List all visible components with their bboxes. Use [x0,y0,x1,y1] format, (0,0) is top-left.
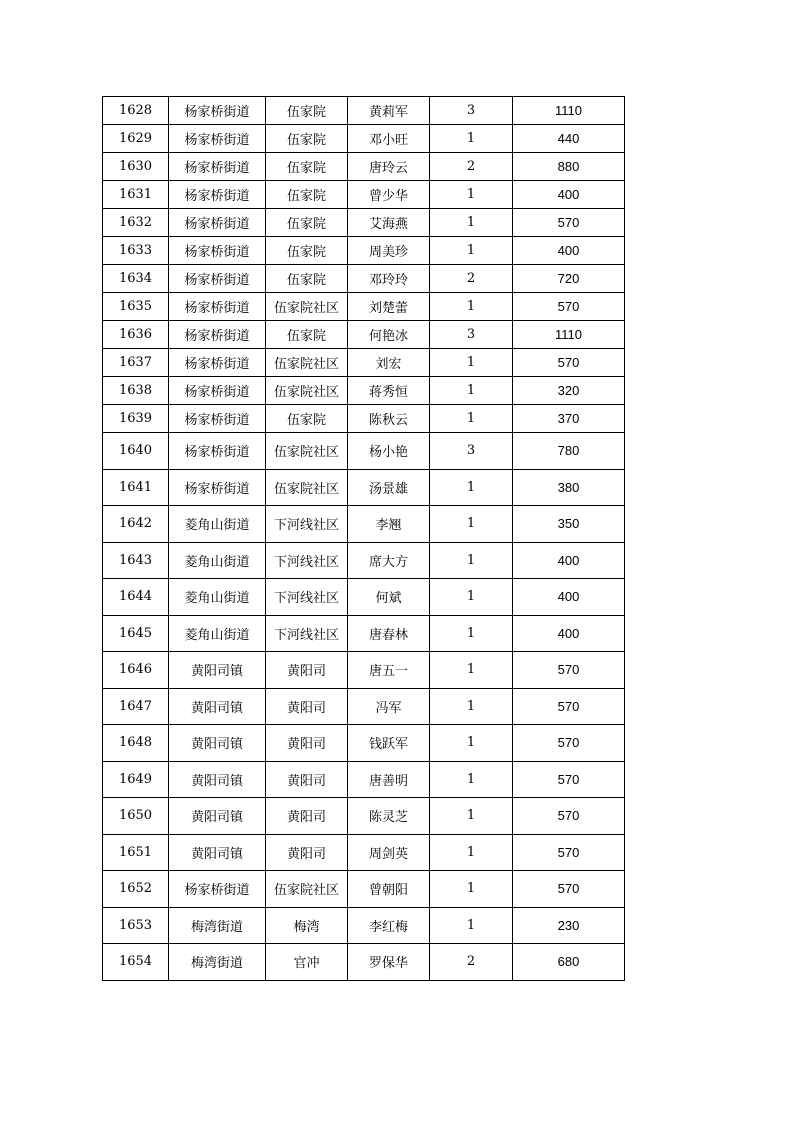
count-cell: 1 [430,542,513,579]
row-number-cell: 1631 [103,181,169,209]
count-cell: 1 [430,506,513,543]
community-cell: 伍家院 [266,181,348,209]
row-number-cell: 1641 [103,469,169,506]
street-cell: 黄阳司镇 [169,725,266,762]
count-cell: 3 [430,97,513,125]
table-row [103,153,625,181]
table-row [103,907,625,944]
person-name-cell: 曾少华 [348,181,430,209]
amount-cell: 400 [513,181,625,209]
count-cell: 1 [430,652,513,689]
table-row [103,871,625,908]
table-row [103,97,625,125]
row-number-cell: 1639 [103,405,169,433]
street-cell: 菱角山街道 [169,579,266,616]
count-cell: 2 [430,265,513,293]
person-name-cell: 席大方 [348,542,430,579]
amount-cell: 570 [513,349,625,377]
person-name-cell: 陈灵芝 [348,798,430,835]
row-number-cell: 1640 [103,433,169,470]
table-row [103,506,625,543]
amount-cell: 680 [513,944,625,981]
person-name-cell: 刘楚蕾 [348,293,430,321]
community-cell: 伍家院 [266,153,348,181]
row-number-cell: 1644 [103,579,169,616]
community-cell: 伍家院 [266,321,348,349]
community-cell: 下河线社区 [266,579,348,616]
table-row [103,349,625,377]
table-row [103,944,625,981]
amount-cell: 1110 [513,97,625,125]
count-cell: 1 [430,181,513,209]
table-row [103,265,625,293]
count-cell: 1 [430,377,513,405]
community-cell: 伍家院社区 [266,377,348,405]
table-row [103,725,625,762]
street-cell: 黄阳司镇 [169,798,266,835]
table-row [103,688,625,725]
row-number-cell: 1634 [103,265,169,293]
amount-cell: 370 [513,405,625,433]
row-number-cell: 1630 [103,153,169,181]
community-cell: 黄阳司 [266,834,348,871]
street-cell: 杨家桥街道 [169,377,266,405]
row-number-cell: 1645 [103,615,169,652]
row-number-cell: 1648 [103,725,169,762]
row-number-cell: 1652 [103,871,169,908]
community-cell: 黄阳司 [266,725,348,762]
row-number-cell: 1651 [103,834,169,871]
data-table [102,96,625,981]
table-row [103,433,625,470]
street-cell: 黄阳司镇 [169,834,266,871]
count-cell: 1 [430,871,513,908]
row-number-cell: 1635 [103,293,169,321]
amount-cell: 570 [513,871,625,908]
table-row [103,321,625,349]
amount-cell: 320 [513,377,625,405]
row-number-cell: 1642 [103,506,169,543]
count-cell: 3 [430,433,513,470]
count-cell: 1 [430,579,513,616]
street-cell: 杨家桥街道 [169,433,266,470]
person-name-cell: 唐玲云 [348,153,430,181]
person-name-cell: 刘宏 [348,349,430,377]
person-name-cell: 周剑英 [348,834,430,871]
count-cell: 1 [430,209,513,237]
street-cell: 杨家桥街道 [169,125,266,153]
street-cell: 杨家桥街道 [169,349,266,377]
street-cell: 梅湾街道 [169,944,266,981]
amount-cell: 570 [513,209,625,237]
person-name-cell: 唐善明 [348,761,430,798]
count-cell: 1 [430,688,513,725]
row-number-cell: 1643 [103,542,169,579]
table-row [103,469,625,506]
street-cell: 杨家桥街道 [169,321,266,349]
count-cell: 1 [430,798,513,835]
street-cell: 黄阳司镇 [169,761,266,798]
count-cell: 2 [430,944,513,981]
street-cell: 菱角山街道 [169,506,266,543]
person-name-cell: 何斌 [348,579,430,616]
street-cell: 黄阳司镇 [169,652,266,689]
amount-cell: 570 [513,761,625,798]
count-cell: 3 [430,321,513,349]
community-cell: 官冲 [266,944,348,981]
street-cell: 梅湾街道 [169,907,266,944]
amount-cell: 570 [513,798,625,835]
count-cell: 1 [430,349,513,377]
community-cell: 伍家院 [266,237,348,265]
table-body [103,97,625,981]
amount-cell: 400 [513,579,625,616]
community-cell: 伍家院 [266,209,348,237]
amount-cell: 570 [513,688,625,725]
street-cell: 菱角山街道 [169,615,266,652]
community-cell: 伍家院社区 [266,293,348,321]
count-cell: 1 [430,834,513,871]
person-name-cell: 周美珍 [348,237,430,265]
person-name-cell: 李翘 [348,506,430,543]
row-number-cell: 1632 [103,209,169,237]
amount-cell: 230 [513,907,625,944]
row-number-cell: 1636 [103,321,169,349]
amount-cell: 570 [513,725,625,762]
row-number-cell: 1646 [103,652,169,689]
street-cell: 杨家桥街道 [169,237,266,265]
street-cell: 杨家桥街道 [169,265,266,293]
table-row [103,652,625,689]
count-cell: 1 [430,907,513,944]
street-cell: 菱角山街道 [169,542,266,579]
count-cell: 1 [430,469,513,506]
row-number-cell: 1650 [103,798,169,835]
street-cell: 杨家桥街道 [169,405,266,433]
table-row [103,405,625,433]
count-cell: 1 [430,761,513,798]
street-cell: 黄阳司镇 [169,688,266,725]
community-cell: 伍家院 [266,97,348,125]
count-cell: 2 [430,153,513,181]
person-name-cell: 邓小旺 [348,125,430,153]
community-cell: 黄阳司 [266,688,348,725]
person-name-cell: 曾朝阳 [348,871,430,908]
street-cell: 杨家桥街道 [169,293,266,321]
table-row [103,181,625,209]
community-cell: 伍家院 [266,125,348,153]
table-row [103,798,625,835]
community-cell: 伍家院社区 [266,349,348,377]
community-cell: 伍家院社区 [266,469,348,506]
count-cell: 1 [430,405,513,433]
street-cell: 杨家桥街道 [169,871,266,908]
amount-cell: 350 [513,506,625,543]
community-cell: 伍家院社区 [266,871,348,908]
street-cell: 杨家桥街道 [169,209,266,237]
street-cell: 杨家桥街道 [169,181,266,209]
amount-cell: 780 [513,433,625,470]
person-name-cell: 蒋秀恒 [348,377,430,405]
person-name-cell: 何艳冰 [348,321,430,349]
count-cell: 1 [430,615,513,652]
count-cell: 1 [430,293,513,321]
row-number-cell: 1638 [103,377,169,405]
person-name-cell: 罗保华 [348,944,430,981]
street-cell: 杨家桥街道 [169,469,266,506]
community-cell: 下河线社区 [266,542,348,579]
community-cell: 下河线社区 [266,615,348,652]
amount-cell: 400 [513,542,625,579]
table-row [103,209,625,237]
table-row [103,615,625,652]
person-name-cell: 唐春林 [348,615,430,652]
person-name-cell: 黄莉军 [348,97,430,125]
person-name-cell: 钱跃军 [348,725,430,762]
amount-cell: 570 [513,293,625,321]
person-name-cell: 李红梅 [348,907,430,944]
street-cell: 杨家桥街道 [169,153,266,181]
community-cell: 伍家院社区 [266,433,348,470]
amount-cell: 880 [513,153,625,181]
table-row [103,377,625,405]
community-cell: 下河线社区 [266,506,348,543]
table-row [103,293,625,321]
amount-cell: 400 [513,237,625,265]
row-number-cell: 1629 [103,125,169,153]
row-number-cell: 1649 [103,761,169,798]
row-number-cell: 1633 [103,237,169,265]
row-number-cell: 1628 [103,97,169,125]
count-cell: 1 [430,125,513,153]
community-cell: 伍家院 [266,405,348,433]
community-cell: 黄阳司 [266,761,348,798]
table-row [103,761,625,798]
community-cell: 黄阳司 [266,652,348,689]
amount-cell: 570 [513,834,625,871]
community-cell: 黄阳司 [266,798,348,835]
person-name-cell: 陈秋云 [348,405,430,433]
person-name-cell: 冯军 [348,688,430,725]
amount-cell: 570 [513,652,625,689]
person-name-cell: 杨小艳 [348,433,430,470]
table-row [103,542,625,579]
row-number-cell: 1647 [103,688,169,725]
row-number-cell: 1653 [103,907,169,944]
person-name-cell: 邓玲玲 [348,265,430,293]
amount-cell: 440 [513,125,625,153]
table-row [103,834,625,871]
table-row [103,237,625,265]
community-cell: 伍家院 [266,265,348,293]
community-cell: 梅湾 [266,907,348,944]
amount-cell: 1110 [513,321,625,349]
person-name-cell: 唐五一 [348,652,430,689]
person-name-cell: 艾海燕 [348,209,430,237]
amount-cell: 400 [513,615,625,652]
row-number-cell: 1637 [103,349,169,377]
person-name-cell: 汤景雄 [348,469,430,506]
amount-cell: 380 [513,469,625,506]
table-row [103,125,625,153]
street-cell: 杨家桥街道 [169,97,266,125]
amount-cell: 720 [513,265,625,293]
row-number-cell: 1654 [103,944,169,981]
count-cell: 1 [430,725,513,762]
count-cell: 1 [430,237,513,265]
table-row [103,579,625,616]
